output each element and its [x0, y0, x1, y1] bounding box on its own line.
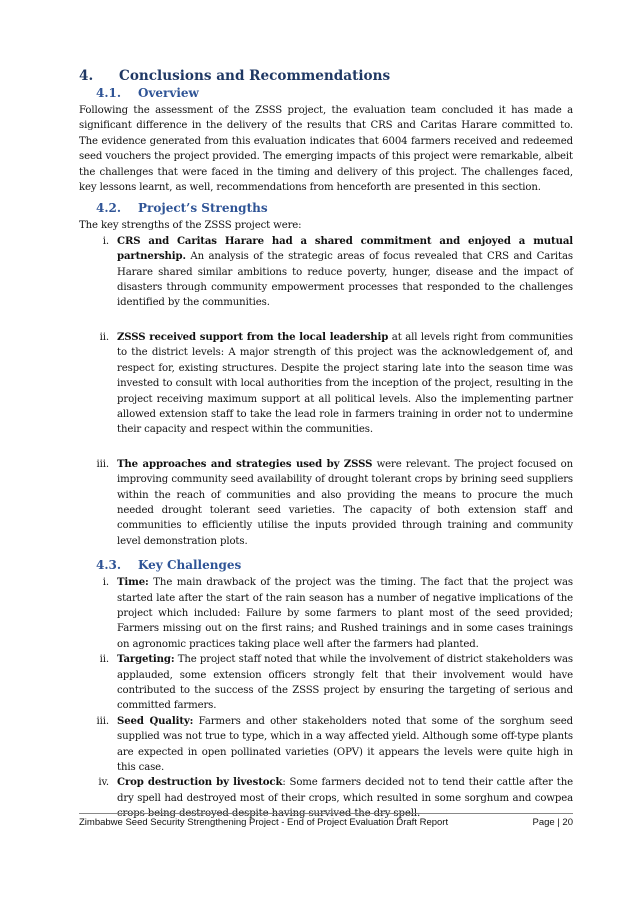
- footer-report-title: Zimbabwe Seed Security Strengthening Project - End of Project Evaluation Draft Report: [79, 817, 449, 828]
- strengths-title: Project’s Strengths: [138, 201, 268, 216]
- list-item: [79, 457, 573, 549]
- item-text: at all levels right from communities to the district levels: A major strength of this project was the acknowledgement of, and respect for, existing structures. Despite the project staring late into the season time was invested to consult with local authorities from the inception of the project, resulting in the project receiving maximum support at all political levels. Also the implementing partner allowed extension staff to take the lead role in farmers training in order not to undermine their capacity and respect within the communities.: [117, 331, 573, 436]
- section-number: 4.: [79, 68, 94, 84]
- item-text: The project staff noted that while the involvement of district stakeholders was applauded, some extension officers strongly felt that their involvement would have contributed to the success of the ZSSS project by ensuring the targeting of serious and committed farmers.: [117, 654, 573, 712]
- challenges-number: 4.3.: [96, 558, 122, 573]
- list-numeral: iii.: [96, 458, 109, 470]
- item-bold-lead: Crop destruction by livestock: [117, 776, 283, 789]
- strengths-intro: The key strengths of the ZSSS project were:: [79, 220, 302, 232]
- item-text: were relevant. The project focused on improving community seed availability of drought tolerant crops by brining seed suppliers within the reach of communities and also providing the means to procure the much needed drought tolerant seed varieties. The capacity of both extension staff and communities to efficiently utilise the inputs provided through training and community level demonstration plots.: [117, 458, 573, 547]
- list-item: [79, 575, 573, 652]
- item-bold-lead: ZSSS received support from the local leadership: [117, 330, 389, 343]
- item-text: The main drawback of the project was the timing. The fact that the project was started late after the start of the rain season has a number of negative implications of the project which included: Failure by some farmers to plant most of the seed provided; Farmers missing out on the first rains; and Rushed trainings and in some cases trainings on agronomic practices taking place well after the farmers had planted.: [117, 577, 573, 650]
- list-numeral: i.: [102, 577, 109, 589]
- challenges-title: Key Challenges: [138, 558, 242, 573]
- list-numeral: i.: [102, 235, 109, 247]
- strengths-list: [79, 234, 573, 549]
- item-bold-lead: Targeting:: [117, 653, 175, 666]
- page-content: [79, 68, 573, 822]
- section-heading: [79, 68, 573, 84]
- challenges-list: [79, 575, 573, 822]
- section-title: Conclusions and Recommendations: [119, 68, 391, 84]
- item-text: Farmers and other stakeholders noted that some of the sorghum seed supplied was not true to type, which in a way affected yield. Although some off-type plants are expected in open pollinated varieties (OPV) it appears the levels were quite high in this case.: [117, 715, 573, 774]
- list-item: [79, 652, 573, 714]
- strengths-number: 4.2.: [96, 201, 122, 216]
- list-item: [79, 714, 573, 776]
- overview-paragraph: Following the assessment of the ZSSS project, the evaluation team concluded it has made a significant difference in the delivery of the results that CRS and Caritas Harare committed to. The evidence generated from this evaluation indicates that 6004 farmers received and redeemed seed vouchers the project provided. The emerging impacts of this project were remarkable, albeit the challenges that were faced in the timing and delivery of this project. The challenges faced, key lessons learnt, as well, recommendations from henceforth are presented in this section.: [79, 105, 573, 194]
- item-bold-lead: CRS and Caritas Harare had a shared commitment and enjoyed a mutual partnership.: [117, 234, 573, 263]
- item-bold-lead: Seed Quality:: [117, 714, 194, 727]
- list-item: [79, 234, 573, 311]
- strengths-heading: [96, 201, 573, 215]
- item-bold-lead: Time:: [117, 576, 149, 589]
- item-text: An analysis of the strategic areas of focus revealed that CRS and Caritas Harare shared similar ambitions to reduce poverty, hunger, disease and the impact of disasters through community empowerment processes that responded to the challenges identified by the communities.: [117, 251, 573, 309]
- list-numeral: iii.: [96, 715, 109, 727]
- overview-number: 4.1.: [96, 86, 122, 100]
- list-item: [79, 330, 573, 438]
- challenges-heading: [96, 558, 573, 572]
- item-text: : Some farmers decided not to tend their cattle after the dry spell had destroyed most of their crops, which resulted in some sorghum and cowpea crops being destroyed despite having survived the dry spell.: [117, 777, 573, 820]
- overview-title: Overview: [138, 86, 199, 100]
- list-numeral: ii.: [99, 654, 109, 666]
- footer-page-number: Page | 20: [532, 817, 573, 828]
- list-numeral: iv.: [98, 777, 109, 789]
- item-bold-lead: The approaches and strategies used by ZSSS: [117, 457, 373, 470]
- overview-heading: [96, 86, 573, 100]
- page-footer: [79, 813, 573, 828]
- list-numeral: ii.: [99, 331, 109, 343]
